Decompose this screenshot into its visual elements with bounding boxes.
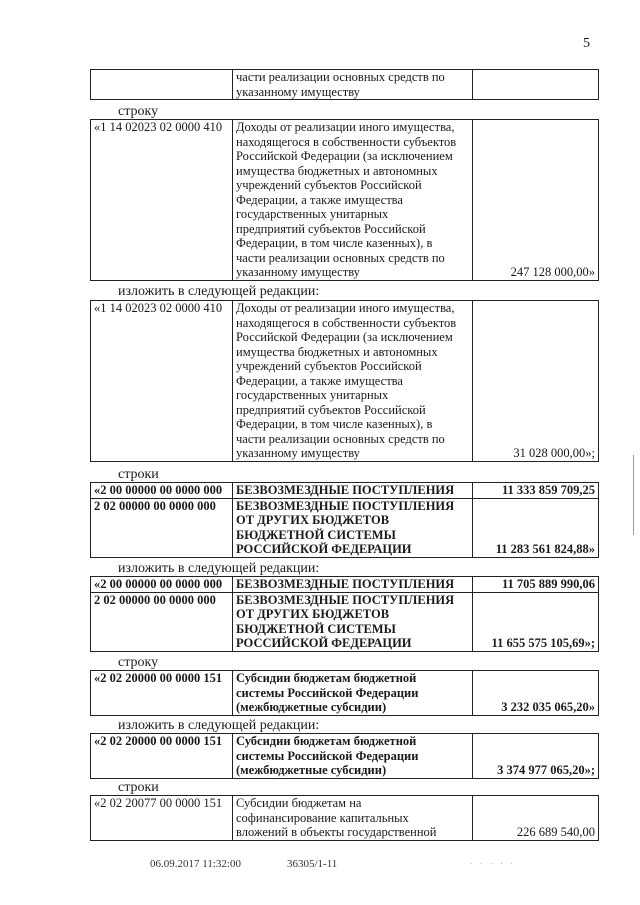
instruction-label: изложить в следующей редакции: xyxy=(118,718,320,733)
table-row xyxy=(91,734,599,779)
table-new-income xyxy=(90,300,599,462)
code-cell: 2 02 00000 00 0000 000 xyxy=(91,498,233,557)
description-cell: части реализации основных средств по указанному имуществу xyxy=(233,70,473,100)
code-cell xyxy=(91,70,233,100)
page-number: 5 xyxy=(583,36,590,51)
description-cell: БЕЗВОЗМЕЗДНЫЕ ПОСТУПЛЕНИЯ ОТ ДРУГИХ БЮДЖЕТОВ БЮДЖЕТНОЙ СИСТЕМЫ РОССИЙСКОЙ ФЕДЕРАЦИИ xyxy=(233,592,473,651)
table-old-subsidies xyxy=(90,670,599,716)
instruction-label: строки xyxy=(118,780,159,795)
description-cell: БЕЗВОЗМЕЗДНЫЕ ПОСТУПЛЕНИЯ xyxy=(233,483,473,499)
instruction-label: строку xyxy=(118,655,159,670)
amount-cell: 31 028 000,00»; xyxy=(473,301,599,462)
scan-edge-mark xyxy=(633,455,634,535)
code-cell: «1 14 02023 02 0000 410 xyxy=(91,301,233,462)
table-row xyxy=(91,120,599,281)
table-row xyxy=(91,301,599,462)
footer-datetime: 06.09.2017 11:32:00 xyxy=(150,858,241,870)
amount-cell: 247 128 000,00» xyxy=(473,120,599,281)
amount-cell: 226 689 540,00 xyxy=(473,796,599,841)
description-cell: БЕЗВОЗМЕЗДНЫЕ ПОСТУПЛЕНИЯ xyxy=(233,577,473,593)
description-cell: Субсидии бюджетам бюджетной системы Российской Федерации (межбюджетные субсидии) xyxy=(233,734,473,779)
table-capital-subsidies xyxy=(90,795,599,841)
footer-doc-id: 36305/1-11 xyxy=(287,858,338,870)
table-row xyxy=(91,671,599,716)
amount-cell: 11 655 575 105,69»; xyxy=(473,592,599,651)
amount-cell: 3 374 977 065,20»; xyxy=(473,734,599,779)
table-old-transfers xyxy=(90,482,599,558)
description-cell: БЕЗВОЗМЕЗДНЫЕ ПОСТУПЛЕНИЯ ОТ ДРУГИХ БЮДЖЕТОВ БЮДЖЕТНОЙ СИСТЕМЫ РОССИЙСКОЙ ФЕДЕРАЦИИ xyxy=(233,498,473,557)
instruction-label: строки xyxy=(118,467,159,482)
description-cell: Доходы от реализации иного имущества, находящегося в собственности субъектов Российской Федерации (за исключением имущества бюджетных и автономных учреждений субъектов Российской Федерации, а также имущества государственных унитарных предприятий субъектов Российской Федерации, в том числе казенных), в части реализации основных средств по указанному имуществу xyxy=(233,120,473,281)
code-cell: «2 00 00000 00 0000 000 xyxy=(91,577,233,593)
table-row xyxy=(91,796,599,841)
amount-cell: 11 705 889 990,06 xyxy=(473,577,599,593)
amount-cell: 11 333 859 709,25 xyxy=(473,483,599,499)
code-cell: «2 00 00000 00 0000 000 xyxy=(91,483,233,499)
code-cell: «1 14 02023 02 0000 410 xyxy=(91,120,233,281)
amount-cell xyxy=(473,70,599,100)
table-row xyxy=(91,498,599,557)
amount-cell: 3 232 035 065,20» xyxy=(473,671,599,716)
table-old-income xyxy=(90,119,599,281)
description-cell: Доходы от реализации иного имущества, находящегося в собственности субъектов Российской Федерации (за исключением имущества бюджетных и автономных учреждений субъектов Российской Федерации, а также имущества государственных унитарных предприятий субъектов Российской Федерации, в том числе казенных), в части реализации основных средств по указанному имуществу xyxy=(233,301,473,462)
scan-noise: · · · · · xyxy=(470,860,516,868)
table-row xyxy=(91,592,599,651)
amount-cell: 11 283 561 824,88» xyxy=(473,498,599,557)
description-cell: Субсидии бюджетам бюджетной системы Российской Федерации (межбюджетные субсидии) xyxy=(233,671,473,716)
code-cell: «2 02 20000 00 0000 151 xyxy=(91,734,233,779)
instruction-label: изложить в следующей редакции: xyxy=(118,284,320,299)
table-row xyxy=(91,483,599,499)
table-new-transfers xyxy=(90,576,599,652)
table-row xyxy=(91,70,599,100)
table-new-subsidies xyxy=(90,733,599,779)
code-cell: «2 02 20077 00 0000 151 xyxy=(91,796,233,841)
table-continuation xyxy=(90,69,599,100)
instruction-label: изложить в следующей редакции: xyxy=(118,561,320,576)
description-cell: Субсидии бюджетам на софинансирование капитальных вложений в объекты государственной xyxy=(233,796,473,841)
table-row xyxy=(91,577,599,593)
code-cell: 2 02 00000 00 0000 000 xyxy=(91,592,233,651)
code-cell: «2 02 20000 00 0000 151 xyxy=(91,671,233,716)
instruction-label: строку xyxy=(118,104,159,119)
